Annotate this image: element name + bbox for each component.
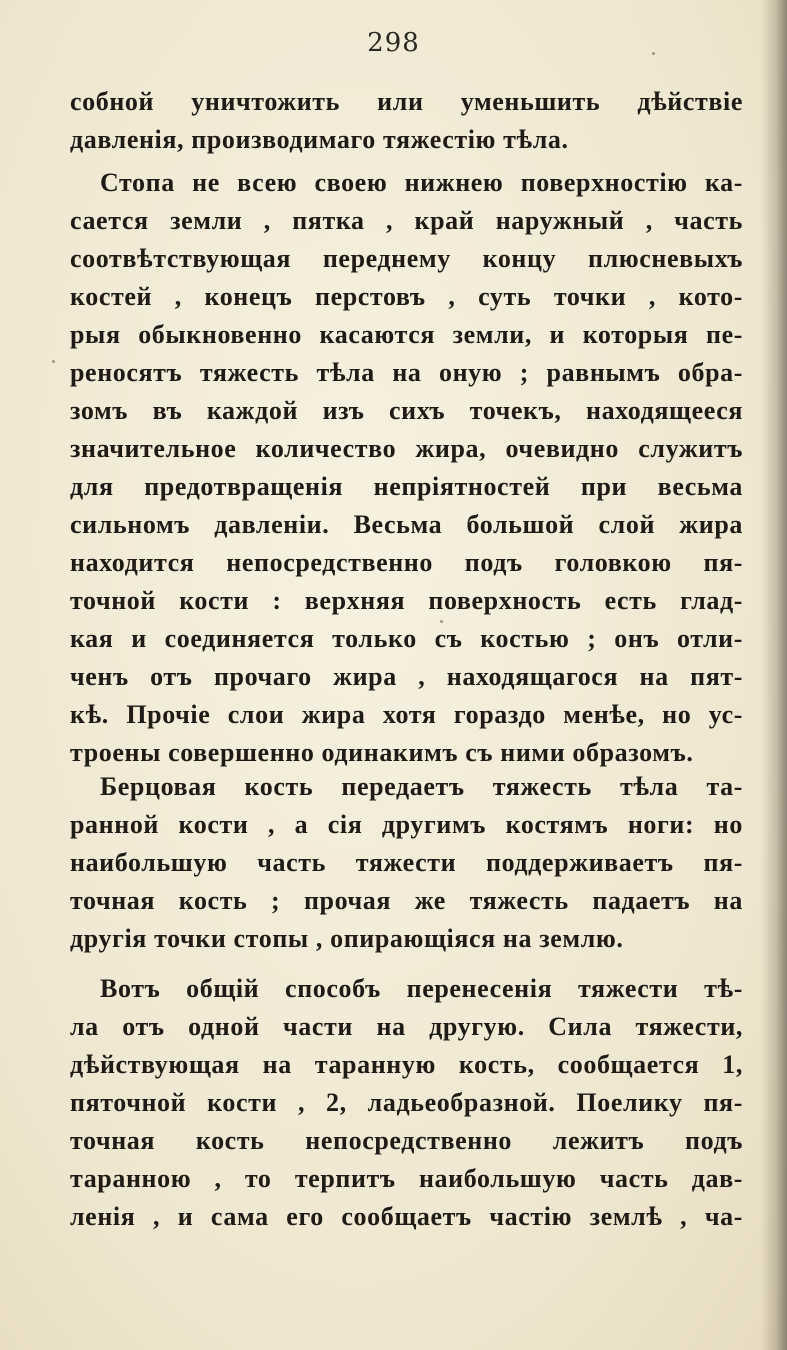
- text-line: другія точки стопы , опирающіяся на землю.: [70, 924, 624, 953]
- text-line: дѣйствующая на таранную кость, сообщается 1,: [70, 1050, 743, 1079]
- text-line: костей , конецъ перстовъ , суть точки , кото-: [70, 282, 743, 311]
- text-line: реносятъ тяжесть тѣла на оную ; равнымъ обра-: [70, 358, 743, 387]
- text-line: находится непосредственно подъ головкою пя-: [70, 548, 743, 577]
- text-line: ленія , и сама его сообщаетъ частію землѣ , ча-: [70, 1202, 743, 1231]
- paper-speck: [652, 52, 655, 55]
- text-line: точной кости : верхняя поверхность есть глад-: [70, 586, 743, 615]
- text-line: сильномъ давленіи. Весьма большой слой жира: [70, 510, 743, 539]
- text-line: зомъ въ каждой изъ сихъ точекъ, находящееся: [70, 396, 743, 425]
- text-line: наибольшую часть тяжести поддерживаетъ пя-: [70, 848, 743, 877]
- text-line: соотвѣтствующая переднему концу плюсневыхъ: [70, 244, 743, 273]
- text-line: ченъ отъ прочаго жира , находящагося на пят-: [70, 662, 743, 691]
- page-number: 298: [367, 28, 420, 58]
- text-line: ранной кости , а сія другимъ костямъ ноги: но: [70, 810, 743, 839]
- text-line: Стопа не всею своею нижнею поверхностію ка-: [100, 168, 743, 197]
- text-line: Берцовая кость передаетъ тяжесть тѣла та-: [100, 772, 743, 801]
- paragraph-1: [70, 83, 743, 159]
- text-line: кая и соединяется только съ костью ; онъ отли-: [70, 624, 743, 653]
- text-line: сается земли , пятка , край наружный , часть: [70, 206, 743, 235]
- paper-speck: [52, 360, 55, 363]
- text-line: кѣ. Прочіе слои жира хотя гораздо менѣе, но ус-: [70, 700, 743, 729]
- text-line: Вотъ общій способъ перенесенія тяжести тѣ-: [100, 974, 743, 1003]
- paper-speck: [440, 620, 443, 623]
- text-line: ла отъ одной части на другую. Сила тяжести,: [70, 1012, 743, 1041]
- text-line: значительное количество жира, очевидно служитъ: [70, 434, 743, 463]
- text-line: троены совершенно одинакимъ съ ними образомъ.: [70, 738, 694, 767]
- text-line: для предотвращенія непріятностей при весьма: [70, 472, 743, 501]
- text-line: таранною , то терпитъ наибольшую часть дав-: [70, 1164, 743, 1193]
- text-line: точная кость ; прочая же тяжесть падаетъ на: [70, 886, 743, 915]
- text-line: рыя обыкновенно касаются земли, и которыя пе-: [70, 320, 743, 349]
- paragraph-3: [70, 768, 743, 958]
- paragraph-2: [70, 164, 743, 772]
- text-line: пяточной кости , 2, ладьеобразной. Поелику пя-: [70, 1088, 743, 1117]
- text-line: собной уничтожить или уменьшить дѣйствіе: [70, 87, 743, 116]
- paragraph-4: [70, 970, 743, 1236]
- spine-shadow: [761, 0, 787, 1350]
- text-line: точная кость непосредственно лежитъ подъ: [70, 1126, 743, 1155]
- text-line: давленія, производимаго тяжестію тѣла.: [70, 125, 569, 154]
